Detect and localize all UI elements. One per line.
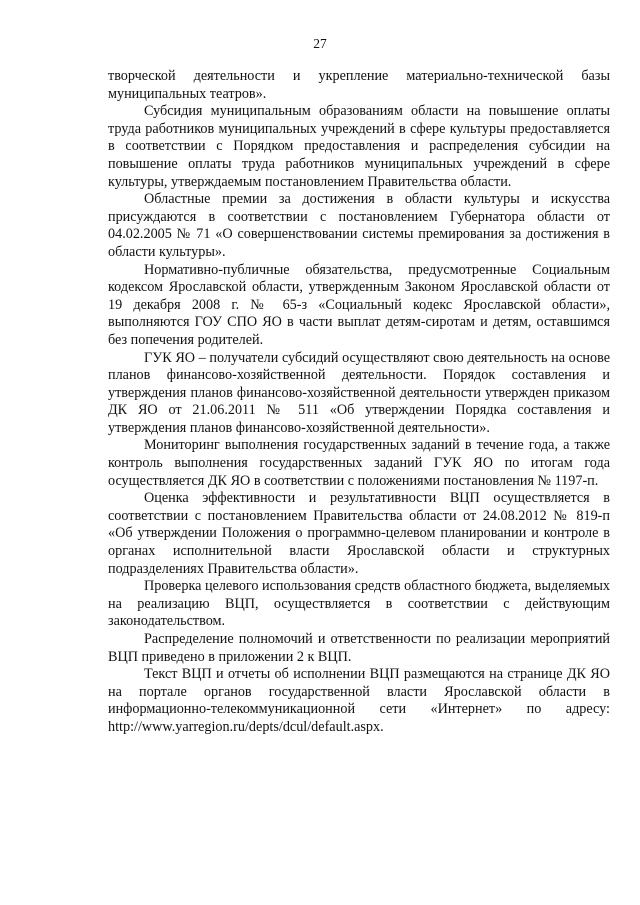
paragraph-efficiency-evaluation: Оценка эффективности и результативности ВЦП осуществляется в соответствии с постановлением Правительства области от 24.08.2012 № 819-п «Об утверждении Положения о программно-целевом планировании и контроле в органах исполнительной власти Ярославской области и структурных подразделениях Правительства области». — [108, 490, 610, 577]
page-number: 27 — [313, 36, 327, 51]
paragraph-responsibilities: Распределение полномочий и ответственности по реализации мероприятий ВЦП приведено в приложении 2 к ВЦП. — [108, 631, 610, 665]
paragraph-continuation: творческой деятельности и укрепление материально-технической базы муниципальных театров». — [108, 68, 610, 102]
paragraph-public-obligations: Нормативно-публичные обязательства, предусмотренные Социальным кодексом Ярославской области, утвержденным Законом Ярославской области от 19 декабря 2008 г. № 65-з «Социальный кодекс Ярославской области», выполняются ГОУ СПО ЯО в части выплат детям-сиротам и детям, оставшимся без попечения родителей. — [108, 261, 610, 348]
paragraph-publication: Текст ВЦП и отчеты об исполнении ВЦП размещаются на странице ДК ЯО на портале органов государственной власти Ярославской области в информационно-телекоммуникационной сети «Интернет» по адресу: http://www.yarregion.ru/depts/dcul/default.aspx. — [108, 666, 610, 735]
paragraph-regional-awards: Областные премии за достижения в области культуры и искусства присуждаются в соответствии с постановлением Губернатора области от 04.02.2005 № 71 «О совершенствовании системы премирования за достижения в области культуры». — [108, 191, 610, 260]
document-body — [108, 68, 610, 737]
paragraph-monitoring: Мониторинг выполнения государственных заданий в течение года, а также контроль выполнения государственных заданий ГУК ЯО по итогам года осуществляется ДК ЯО в соответствии с положениями постановления № 1197-п. — [108, 437, 610, 489]
paragraph-financial-plans: ГУК ЯО – получатели субсидий осуществляют свою деятельность на основе планов финансово-хозяйственной деятельности. Порядок составления и утверждения планов финансово-хозяйственной деятельности утвержден приказом ДК ЯО от 21.06.2011 № 511 «Об утверждении Порядка составления и утверждения планов финансово-хозяйственной деятельности». — [108, 349, 610, 436]
paragraph-budget-audit: Проверка целевого использования средств областного бюджета, выделяемых на реализацию ВЦП, осуществляется в соответствии с действующим законодательством. — [108, 578, 610, 630]
paragraph-municipal-subsidy: Субсидия муниципальным образованиям области на повышение оплаты труда работников муниципальных учреждений в сфере культуры предоставляется в соответствии с Порядком предоставления и распределения субсидии на повышение оплаты труда работников муниципальных учреждений в сфере культуры, утверждаемым постановлением Правительства области. — [108, 103, 610, 190]
